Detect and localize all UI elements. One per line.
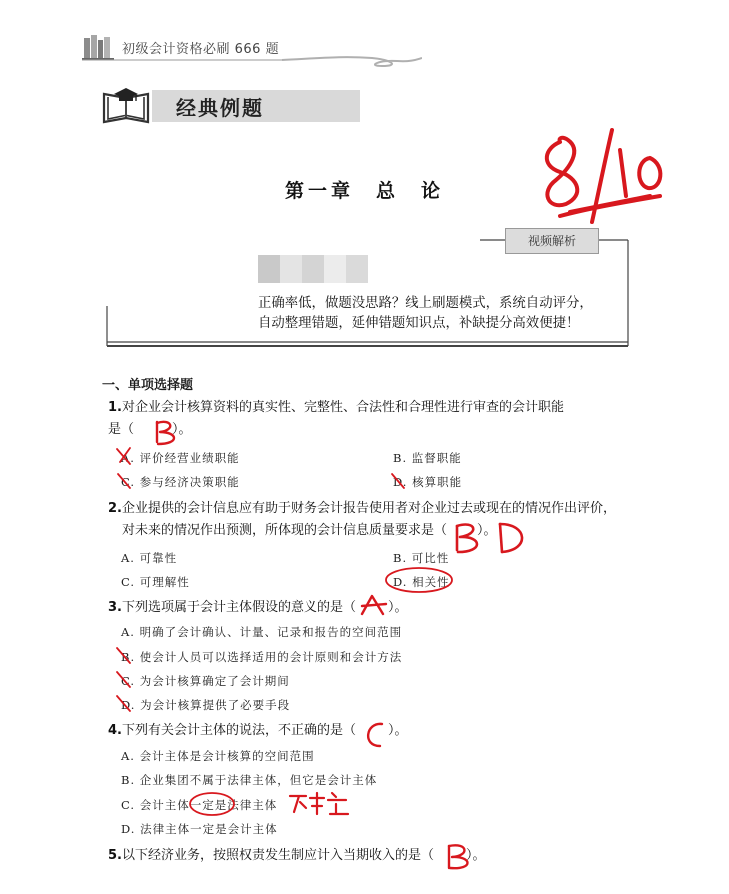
score-text: 8/10 <box>545 190 548 191</box>
q1-option-c[interactable]: C. 参与经济决策职能 <box>121 475 240 489</box>
question-2-stem-line2 <box>122 520 616 542</box>
q3-answer-letter: A <box>366 612 367 613</box>
q4-answer-letter: C <box>368 742 369 743</box>
q3-option-d[interactable]: D. 为会计核算提供了必要手段 <box>121 698 291 712</box>
question-2 <box>108 498 616 542</box>
q2-option-b[interactable]: B. 可比性 <box>393 551 450 565</box>
blurred-qr-placeholder <box>258 255 368 283</box>
q2-paren-open: 对未来的情况作出预测，所体现的会计信息质量要求是（ <box>122 523 448 538</box>
question-1-stem <box>108 397 564 419</box>
question-1-number: 1. <box>108 400 122 415</box>
question-3-number: 3. <box>108 600 122 615</box>
question-3 <box>108 597 408 619</box>
question-3-stem <box>108 597 408 619</box>
section-title: 一、单项选择题 <box>102 378 194 393</box>
question-5-stem <box>108 845 486 867</box>
q1-answer-letter: B <box>160 441 161 442</box>
q3-paren-close: ）。 <box>388 600 408 615</box>
book-title: 初级会计资格必刷 666 题 <box>122 42 280 57</box>
question-5 <box>108 845 486 867</box>
q4-option-b[interactable]: B. 企业集团不属于法律主体，但它是会计主体 <box>121 773 378 787</box>
q2-option-c[interactable]: C. 可理解性 <box>121 575 190 589</box>
q1-option-d[interactable]: D. 核算职能 <box>393 475 463 489</box>
q4-paren-close: ）。 <box>388 723 408 738</box>
q2-paren-close: ）。 <box>477 523 497 538</box>
video-promo <box>258 294 638 334</box>
promo-line-1: 正确率低，做题没思路？线上刷题模式，系统自动评分， <box>258 296 593 311</box>
question-5-number: 5. <box>108 848 122 863</box>
q1-paren-open: 是（ <box>108 422 135 437</box>
question-4 <box>108 720 408 742</box>
promo-line-2: 自动整理错题，延伸错题知识点，补缺提分高效便捷！ <box>258 316 580 331</box>
question-2-number: 2. <box>108 501 122 516</box>
question-4-stem <box>108 720 408 742</box>
question-2-stem-line1: 企业提供的会计信息应有助于财务会计报告使用者对企业过去或现在的情况作出评价， <box>121 501 616 516</box>
chapter-name-part1: 总 <box>375 180 399 202</box>
question-2-stem <box>108 498 616 520</box>
q2-option-a[interactable]: A. 可靠性 <box>121 551 178 565</box>
q3-option-a[interactable]: A. 明确了会计确认、计量、记录和报告的空间范围 <box>121 625 403 639</box>
q5-paren-close: ）。 <box>466 848 486 863</box>
q4-paren-open: 下列有关会计主体的说法，不正确的是（ <box>121 723 356 738</box>
question-1-stem-line2 <box>108 419 564 441</box>
chapter-name-part2: 论 <box>421 180 445 202</box>
question-4-number: 4. <box>108 723 122 738</box>
q4-option-d[interactable]: D. 法律主体一定是会计主体 <box>121 822 278 836</box>
q4-note-text: 不一定 <box>292 810 295 811</box>
q4-option-a[interactable]: A. 会计主体是会计核算的空间范围 <box>121 749 315 763</box>
q5-answer-letter: B <box>452 864 453 865</box>
q2-correction-letter: D <box>505 548 506 549</box>
q1-paren-close: ）。 <box>172 422 192 437</box>
q1-option-a[interactable]: A. 评价经营业绩职能 <box>121 451 240 465</box>
q3-option-c[interactable]: C. 为会计核算确定了会计期间 <box>121 674 290 688</box>
q3-option-b[interactable]: B. 使会计人员可以选择适用的会计原则和会计方法 <box>121 650 403 664</box>
video-tag[interactable]: 视频解析 <box>505 228 599 254</box>
q1-option-b[interactable]: B. 监督职能 <box>393 451 462 465</box>
question-1-stem-line1: 对企业会计核算资料的真实性、完整性、合法性和合理性进行审查的会计职能 <box>121 400 564 415</box>
q3-paren-open: 下列选项属于会计主体假设的意义的是（ <box>121 600 356 615</box>
q5-paren-open: 以下经济业务，按照权责发生制应计入当期收入的是（ <box>121 848 434 863</box>
chapter-number: 第一章 <box>284 180 354 202</box>
banner-title: 经典例题 <box>176 96 264 120</box>
q2-option-d[interactable]: D. 相关性 <box>393 575 450 589</box>
q2-answer-letter: B <box>460 548 461 549</box>
q4-option-c[interactable]: C. 会计主体一定是法律主体 <box>121 798 278 812</box>
question-1 <box>108 397 564 441</box>
